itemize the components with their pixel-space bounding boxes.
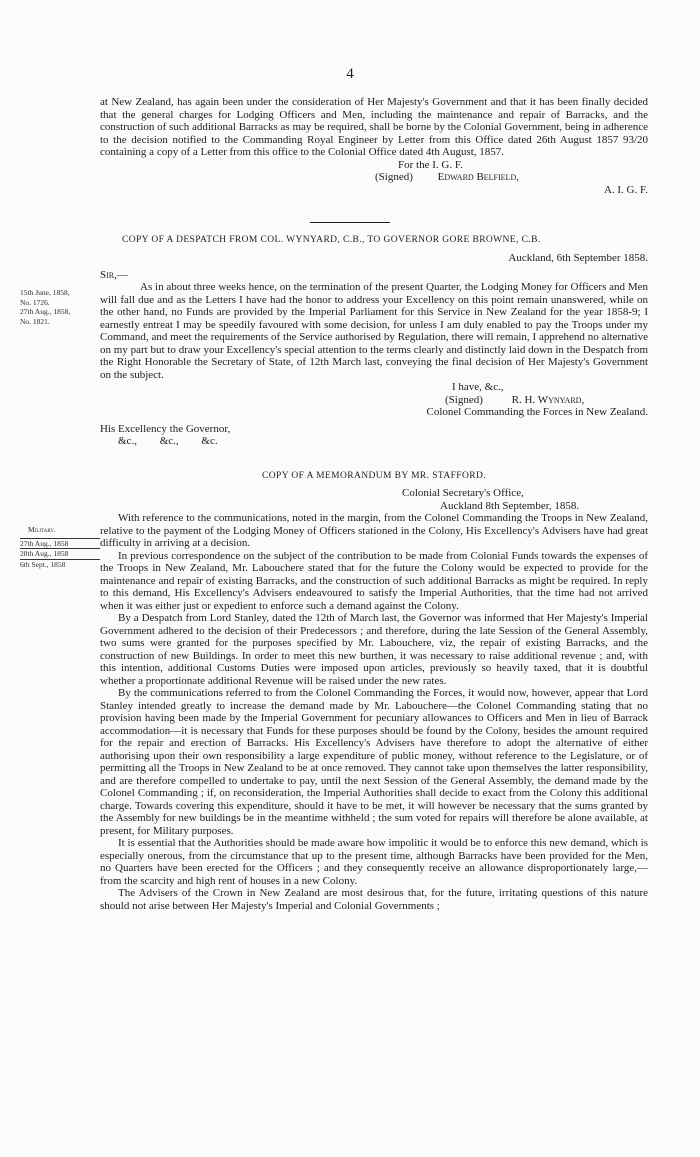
letter-paragraph: at New Zealand, has again been under the consideration of Her Majesty's Government and that it has been finally decided that the general charges for Lodging Officers and Men, including the maintenance and repair of Barracks, and the construction of such additional Barracks as may be required, shall be borne by the Colonial Government, being in adherence to the decision notified to the Commanding Royal Engineer by Letter from this Office dated 26th August 1857 93/20 containing a copy of a Letter from this office to the Colonial Office dated 4th August, 1857. (100, 96, 648, 158)
signed-label: (Signed) (375, 171, 413, 183)
memorandum-heading: COPY OF A MEMORANDUM BY MR. STAFFORD. (262, 471, 486, 481)
despatch-paragraph: As in about three weeks hence, on the termination of the present Quarter, the Lodging Money for Officers and Men will fall due and as the Letters I have had the honor to address your Excellency on this point remain unanswered, while on the other hand, no Funds are provided by the Imperial Parliament for this Service in New Zealand for the year 1858-9; I earnestly entreat I may be speedily favoured with some decision, for unless I am duly enabled to pay the Troops under my Command, and meet the requirements of the Service authorised by Regulation, there will remain, I apprehend no alternative on my part but to draw your Excellency's special attention to the terms clearly and distinctly laid down in the Despatch from the Right Honorable the Secretary of State, of 12th March last, conveying the final decision of Her Majesty's Government on the subject. (100, 281, 648, 381)
memorandum-paragraph: By the communications referred to from the Colonel Commanding the Forces, it would now, however, appear that Lord Stanley intended greatly to increase the demand made by Mr. Labouchere—the Colonel Commanding stating that no provision having been made by the Imperial Government for pecuniary allowances to Officers and Men in lieu of Barrack accommodation—it is necessary that Funds for these purposes should be found by the Colony, besides the amount required for the repair and erection of Barracks. His Excellency's Advisers have therefore to adopt the alternative of either authorising upon their own responsibility a large expenditure of public money, without reference to the Legislature, or of permitting all the Troops in New Zealand to be at once removed. They cannot take upon themselves the latter responsibility, and are therefore compelled to undertake to pay, until the next Session of the General Assembly, the demand made by the Colonel Commanding ; if, on reconsideration, the Imperial Authorities shall decide to exact from the Colony this additional charge. Towards covering this expenditure, should it have to be met, it will however be necessary that the sums granted by the Assembly for new buildings be in the meantime withheld ; the sum voted for repairs will therefore be alone available, at present, for Military purposes. (100, 687, 648, 837)
signatory-name: Edward Belfield, (437, 171, 519, 183)
memorandum-paragraph: In previous correspondence on the subject of the contribution to be made from Colonial Funds towards the expenses of the Troops in New Zealand, Mr. Labouchere stated that for the future the Colony would be expected to provide for the maintenance and repair of existing Barracks, and the construction of such additional Barracks as might be required. In reply to this demand, His Excellency's Advisers endeavoured to satisfy the Imperial Authorities, that the time had not arrived when it was either just or expedient to enforce such a demand against the Colony. (100, 549, 648, 612)
memorandum-paragraph: With reference to the communications, noted in the margin, from the Colonel Commanding the Troops in New Zealand, relative to the payment of the Lodging Money of Officers stationed in the Colony, His Excellency's Advisers have had great difficulty in arriving at a decision. (100, 512, 648, 549)
despatch-place-date: Auckland, 6th September 1858. (508, 252, 648, 264)
signature-line (375, 171, 648, 184)
signatory-title: A. I. G. F. (603, 183, 648, 196)
for-line: For the I. G. F. (398, 158, 463, 171)
despatch-body (100, 252, 648, 448)
memorandum-body (100, 487, 648, 912)
despatch-signature-line (445, 394, 648, 407)
signatory-title: Colonel Commanding the Forces in New Zealand. (426, 406, 648, 418)
page-number: 4 (346, 66, 354, 82)
memorandum-margin-notes: Military. 27th Aug., 1858 28th Aug., 1858 6th Sept., 1858 (20, 525, 100, 569)
signatory-name: R. H. Wynyard, (511, 393, 585, 406)
addressee-line: His Excellency the Governor, (100, 422, 231, 435)
letter-continuation (100, 96, 648, 196)
signed-label: (Signed) (445, 393, 483, 406)
memorandum-paragraph: By a Despatch from Lord Stanley, dated the 12th of March last, the Governor was informed that Her Majesty's Imperial Government adhered to the decision of their Predecessors ; and therefore, during the late Session of the General Assembly, two sums were granted for the purposes specified by Mr. Labouchere, viz, the repair of existing Barracks, and the construction of new Buildings. In order to meet this new burthen, it was necessary to raise additional revenue ; and, with this intention, additional Customs Duties were imposed upon articles, previously so heavily taxed, that it is doubtful whether a proportionate additional Revenue will be raised under the new rates. (100, 612, 648, 687)
memorandum-office: Colonial Secretary's Office, (402, 487, 524, 499)
memorandum-paragraph: The Advisers of the Crown in New Zealand are most desirous that, for the future, irritating questions of this nature should not arise between Her Majesty's Imperial and Colonial Governments ; (100, 887, 648, 912)
despatch-closing: I have, &c., (452, 381, 504, 393)
despatch-margin-notes: 15th June, 1858, No. 1726. 27th Aug., 1858, No. 1821. (20, 288, 71, 326)
despatch-salutation: Sir,— (100, 268, 128, 281)
section-divider (310, 222, 390, 223)
memorandum-place-date: Auckland 8th September, 1858. (440, 499, 580, 512)
memorandum-paragraph: It is essential that the Authorities should be made aware how impolitic it would be to enforce this new demand, which is especially onerous, from the circumstance that up to the present time, although Barracks have been provided for the Men, no Quarters have been erected for the Officers ; and they consequently receive an allowance disproportionately large,—from the scarcity and high rent of houses in a new Colony. (100, 837, 648, 887)
despatch-heading: COPY OF A DESPATCH FROM COL. WYNYARD, C.B., TO GOVERNOR GORE BROWNE, C.B. (122, 235, 541, 245)
addressee-etc: &c., &c., &c. (118, 435, 218, 447)
